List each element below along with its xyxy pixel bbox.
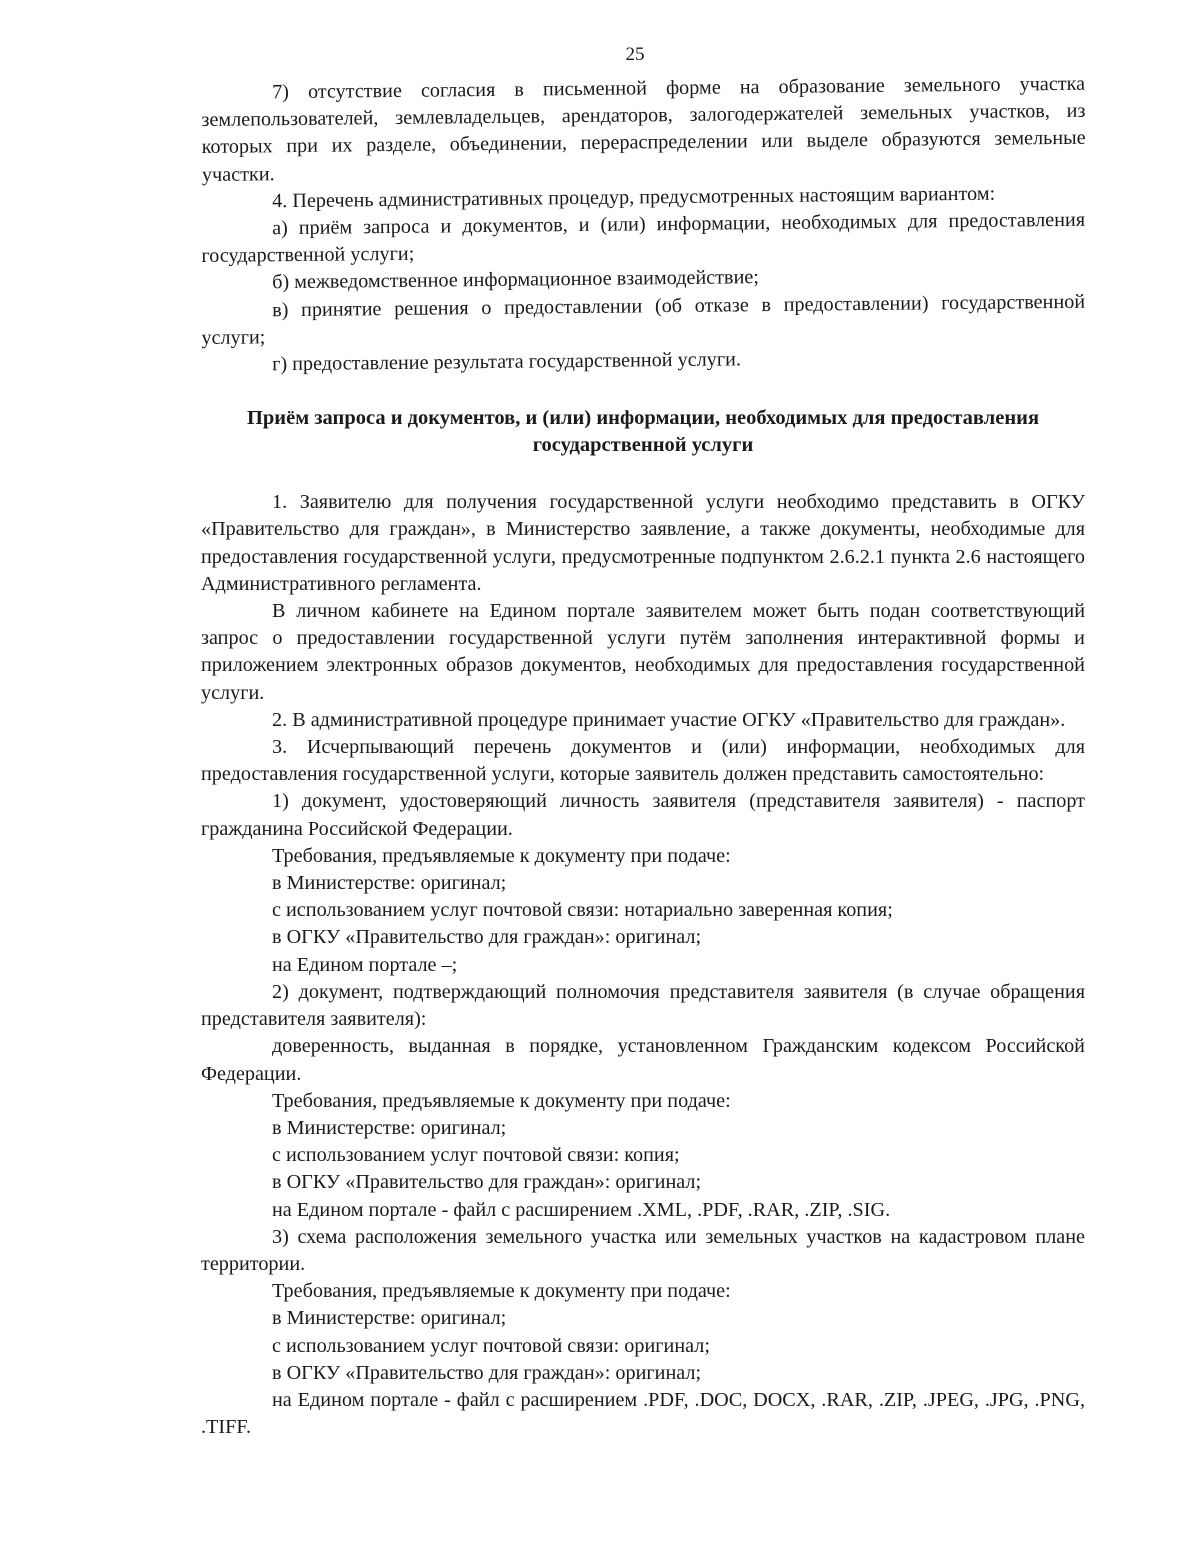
paragraph-body-6: Требования, предъявляемые к документу при подаче: (272, 844, 731, 867)
paragraph-intro-5: в) принятие решения о предоставлении (об отказе в предоставлении) государственной услуги; (201, 290, 1086, 349)
paragraph-body-16: в ОГКУ «Правительство для граждан»: оригинал; (272, 1171, 702, 1194)
paragraph-body-8: с использованием услуг почтовой связи: нотариально заверенная копия; (272, 899, 893, 922)
section-title-line-1: Приём запроса и документов, и (или) информации, необходимых для предоставления (246, 407, 1040, 430)
paragraph-body-19: Требования, предъявляемые к документу при подаче: (272, 1280, 731, 1303)
paragraph-body-9: в ОГКУ «Правительство для граждан»: оригинал; (272, 926, 702, 949)
paragraph-body-23: на Едином портале - файл с расширением .PDF, .DOC, DOCX, .RAR, .ZIP, .JPEG, .JPG, .PNG, .TIFF. (201, 1388, 1085, 1439)
paragraph-body-13: Требования, предъявляемые к документу при подаче: (272, 1089, 731, 1112)
paragraph-intro-4: б) межведомственное информационное взаимодействие; (272, 266, 760, 294)
paragraph-body-20: в Министерстве: оригинал; (272, 1307, 507, 1330)
section-title (201, 405, 1085, 459)
paragraph-intro-6: г) предоставление результата государственной услуги. (272, 348, 742, 376)
paragraph-body-3: 2. В административной процедуре принимает участие ОГКУ «Правительство для граждан». (272, 708, 1066, 731)
paragraph-body-18: 3) схема расположения земельного участка или земельных участков на кадастровом плане территории. (201, 1225, 1085, 1275)
paragraph-body-15: с использованием услуг почтовой связи: копия; (272, 1144, 680, 1167)
paragraph-intro-3: а) приём запроса и документов, и (или) информации, необходимых для предоставления государственной услуги; (201, 208, 1086, 268)
paragraph-body-14: в Министерстве: оригинал; (272, 1116, 507, 1139)
paragraph-body-10: на Едином портале –; (272, 953, 458, 976)
section-title-line-2: государственной услуги (532, 434, 754, 457)
paragraph-body-5: 1) документ, удостоверяющий личность заявителя (представителя заявителя) - паспорт гражданина Российской Федерации. (201, 790, 1085, 840)
paragraph-body-2: В личном кабинете на Едином портале заявителем может быть подан соответствующий запрос о предоставлении государственной услуги путём заполнения интерактивной формы и приложением электронных образов документов, необходимых для предоставления государственной услуги. (201, 600, 1085, 704)
paragraph-intro-1: 7) отсутствие согласия в письменной форме на образование земельного участка землепользователей, землевладельцев, арендаторов, залогодержателей земельных участков, из которых при их разделе, объединении, перераспределении или выделе образуются земельные участки. (201, 72, 1086, 186)
paragraph-body-11: 2) документ, подтверждающий полномочия представителя заявителя (в случае обращения представителя заявителя): (201, 980, 1085, 1031)
paragraph-body-1: 1. Заявителю для получения государственной услуги необходимо представить в ОГКУ «Правительство для граждан», в Министерство заявление, а также документы, необходимые для предоставления государственной услуги, предусмотренные подпунктом 2.6.2.1 пункта 2.6 настоящего Административного регламента. (201, 491, 1085, 595)
paragraph-body-22: в ОГКУ «Правительство для граждан»: оригинал; (272, 1361, 702, 1384)
document-body (201, 72, 1086, 1441)
paragraph-body-12: доверенность, выданная в порядке, установленном Гражданским кодексом Российской Федерации. (201, 1035, 1085, 1085)
paragraph-body-17: на Едином портале - файл с расширением .XML, .PDF, .RAR, .ZIP, .SIG. (272, 1198, 891, 1221)
paragraph-intro-2: 4. Перечень административных процедур, предусмотренных настоящим вариантом: (272, 182, 996, 213)
paragraph-body-7: в Министерстве: оригинал; (272, 872, 507, 895)
paragraph-body-4: 3. Исчерпывающий перечень документов и (или) информации, необходимых для предоставления государственной услуги, которые заявитель должен представить самостоятельно: (201, 736, 1085, 786)
paragraph-body-21: с использованием услуг почтовой связи: оригинал; (272, 1334, 710, 1357)
page-number: 25 (625, 44, 645, 65)
